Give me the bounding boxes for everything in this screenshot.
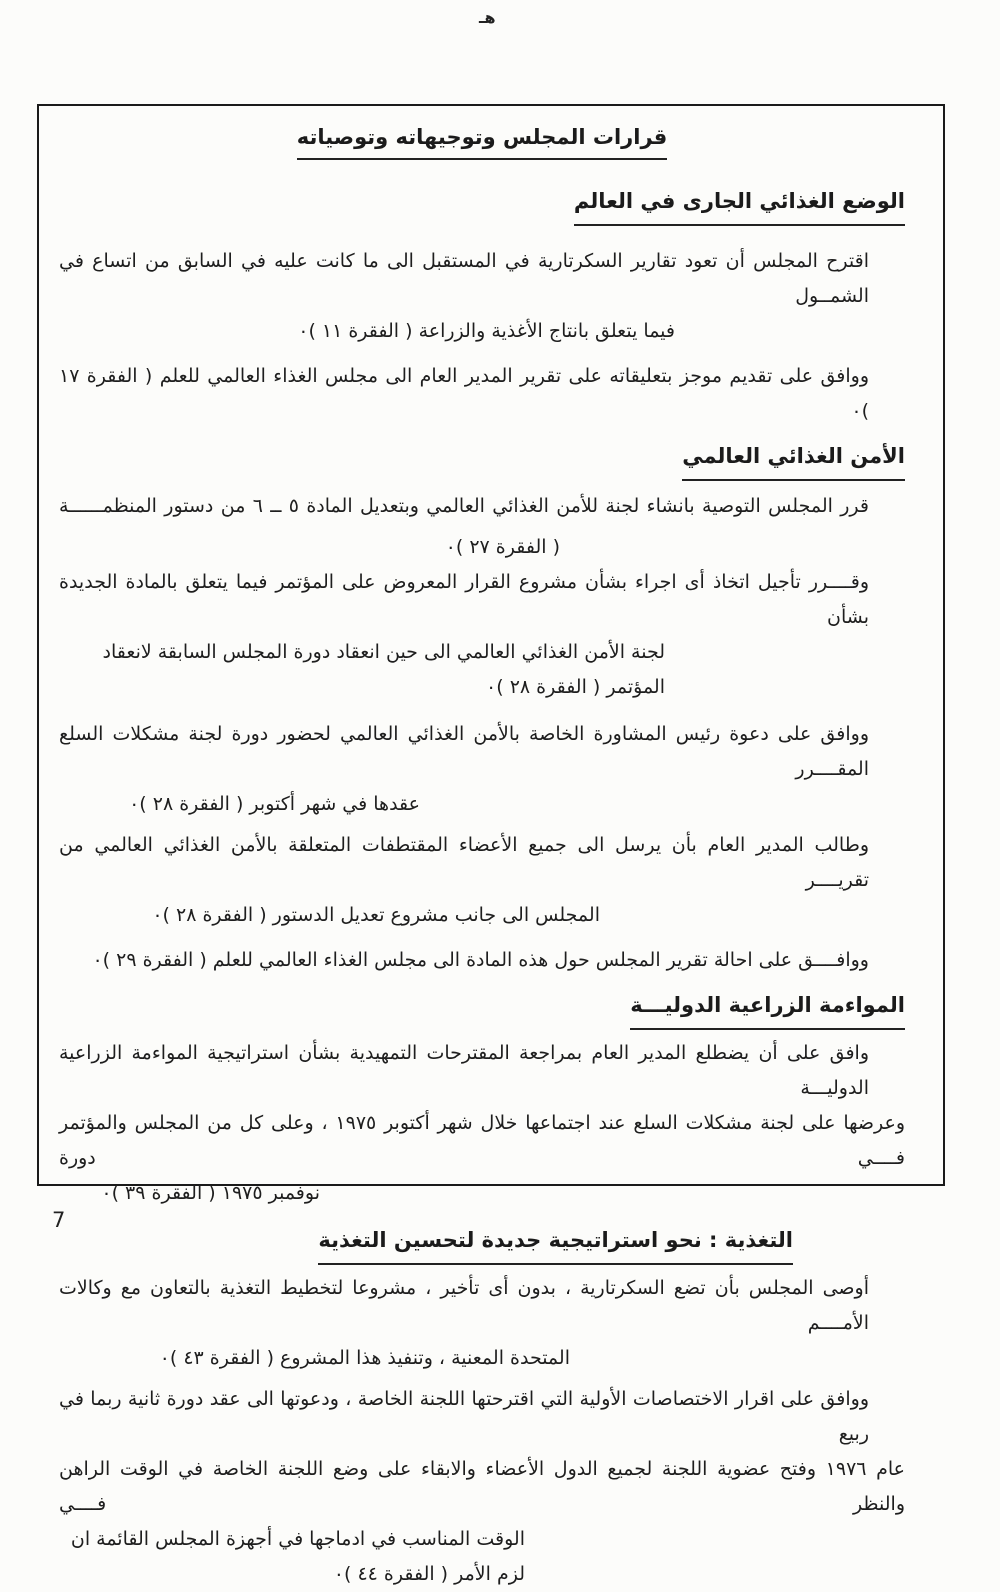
paragraph-line: ووافق على دعوة رئيس المشاورة الخاصة بالأمن الغذائي العالمي لحضور دورة لجنة مشكلات السلع المقــــرر [59,723,869,780]
paragraph-line: فيما يتعلق بانتاج الأغذية والزراعة ( الفقرة ١١ )٠ [298,320,675,342]
paragraph-line: ووافق على تقديم موجز بتعليقاته على تقرير المدير العام الى مجلس الغذاء العالمي للعلم ( الفقرة ١٧ )٠ [59,365,869,422]
paragraph-line: عام ١٩٧٦ وفتح عضوية اللجنة لجميع الدول الأعضاء والابقاء على وضع اللجنة الخاصة في الوقت الراهن والنظر فــــي [59,1458,905,1515]
section-heading-row [59,988,905,1030]
paragraph-line: وطالب المدير العام بأن يرسل الى جميع الأعضاء المقتطفات المتعلقة بالأمن الغذائي العالمي من تقريــــر [59,834,869,891]
page-number: 7 [52,1208,66,1232]
paragraph-line: وعرضها على لجنة مشكلات السلع عند اجتماعها خلال شهر أكتوبر ١٩٧٥ ، وعلى كل من المجلس والمؤتمر فــــي دورة [59,1112,906,1169]
section-heading-row [59,184,905,226]
paragraph-line: المجلس الى جانب مشروع تعديل الدستور ( الفقرة ٢٨ )٠ [152,904,600,926]
paragraph-line: اقترح المجلس أن تعود تقارير السكرتارية في المستقبل الى ما كانت عليه في السابق من اتساع في الشمــول [59,250,869,307]
section-heading-intl-agricultural-adjustment: المواءمة الزراعية الدوليـــة [630,988,905,1030]
section-heading-nutrition: التغذية : نحو استراتيجية جديدة لتحسين التغذية [318,1223,793,1265]
section-heading-world-food-security: الأمن الغذائي العالمي [682,439,905,481]
page-header-mark: هـ [479,8,496,27]
paragraph-line: ووافق على اقرار الاختصاصات الأولية التي اقترحتها اللجنة الخاصة ، ودعوتها الى عقد دورة ثانية ربما في ربيع [59,1388,869,1445]
paragraph-line: قرر المجلس التوصية بانشاء لجنة للأمن الغذائي العالمي وبتعديل المادة ٥ ــ ٦ من دستور المنظمــــــة [59,495,869,517]
paragraph-line: الوقت المناسب في ادماجها في أجهزة المجلس القائمة ان لزم الأمر ( الفقرة ٤٤ )٠ [70,1528,525,1585]
section-heading-row [59,1223,905,1265]
document-title-row [59,122,905,160]
paragraph-line: أوصى المجلس بأن تضع السكرتارية ، بدون أى تأخير ، مشروعا لتخطيط التغذية بالتعاون مع وكالات الأمــــم [59,1277,869,1334]
paragraph-line: ( الفقرة ٢٧ )٠ [445,536,560,558]
document-title: قرارات المجلس وتوجيهاته وتوصياته [297,122,668,160]
paragraph-line: عقدها في شهر أكتوبر ( الفقرة ٢٨ )٠ [129,793,420,815]
section-heading-row [59,439,905,481]
paragraph-line: ووافــــق على احالة تقرير المجلس حول هذه المادة الى مجلس الغذاء العالمي للعلم ( الفقرة ٢٩ )٠ [92,949,869,971]
paragraph-line: وافق على أن يضطلع المدير العام بمراجعة المقترحات التمهيدية بشأن استراتيجية المواءمة الزراعية الدوليـــة [59,1042,869,1099]
section-heading-world-food-situation: الوضع الغذائي الجارى في العالم [574,184,905,226]
paragraph-line: وقــــرر تأجيل اتخاذ أى اجراء بشأن مشروع القرار المعروض على المؤتمر فيما يتعلق بالمادة الجديدة بشأن [59,571,869,628]
paragraph-line: نوفمبر ١٩٧٥ ( الفقرة ٣٩ )٠ [101,1182,320,1204]
paragraph-line: المتحدة المعنية ، وتنفيذ هذا المشروع ( الفقرة ٤٣ )٠ [159,1347,570,1369]
document-frame [37,104,945,1585]
paragraph-line: لجنة الأمن الغذائي العالمي الى حين انعقاد دورة المجلس السابقة لانعقاد المؤتمر ( الفقرة ٢٨ )٠ [102,641,665,698]
